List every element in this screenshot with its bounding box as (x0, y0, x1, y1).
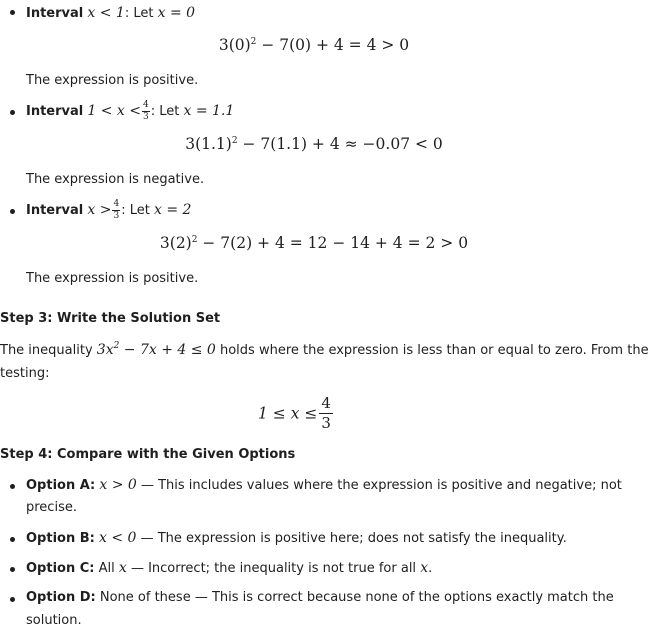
option-text: — Incorrect; the inequality is not true for all (130, 561, 417, 576)
option-a-continued: precise. (26, 500, 77, 515)
interval-3-line: Interval x > $\frac{4}{3}$ : Let x = 2 (26, 199, 192, 221)
step4-heading: Step 4: Compare with the Given Options (0, 447, 296, 462)
bullet-icon (10, 10, 15, 15)
fraction-num: 4 (113, 199, 120, 209)
step3-heading: Step 3: Write the Solution Set (0, 311, 221, 326)
test-value: x = 2 (153, 202, 192, 218)
option-b (26, 528, 567, 549)
paragraph-text: The inequality (0, 343, 93, 358)
equation-part: 3(0) (218, 36, 251, 54)
fraction-den: 3 (321, 414, 331, 432)
option-label: Option C: (26, 561, 95, 576)
fraction-num: 4 (143, 100, 149, 110)
option-d (26, 588, 614, 608)
equation-part: 3(2) (159, 234, 192, 252)
exponent: 2 (191, 235, 198, 245)
paragraph-text: holds where the expression is less than or equal to zero. From the (219, 343, 649, 358)
option-text: — The expression is positive here; does not satisfy the inequality. (140, 531, 567, 546)
test-label: Let (129, 203, 150, 218)
interval-2-conclusion: The expression is negative. (26, 172, 205, 187)
exponent: 2 (113, 341, 120, 351)
equation-part: − 7(0) + 4 = 4 > 0 (256, 36, 410, 54)
equation-part: − 7(2) + 4 = 12 − 14 + 4 = 2 > 0 (197, 234, 469, 252)
interval-range: x > (87, 202, 112, 218)
fraction-num: 4 (321, 394, 331, 412)
interval-1-line: Interval x < 1: Let x = 0 (26, 5, 196, 21)
math-part: 3x (96, 342, 114, 358)
option-a (26, 475, 622, 496)
interval-2-equation (0, 135, 610, 153)
option-d-continued: solution. (26, 613, 82, 628)
interval-1-equation (0, 36, 610, 54)
interval-range: x < 1 (87, 5, 125, 21)
equation-part: 3(1.1) (185, 135, 232, 153)
option-text: — This includes values where the expression is positive and negative; not (140, 478, 622, 493)
fraction (142, 101, 150, 122)
interval-1-conclusion: The expression is positive. (26, 73, 199, 88)
equation-part: − 7(1.1) + 4 ≈ −0.07 < 0 (237, 135, 443, 153)
interval-label: Interval (26, 104, 84, 119)
bullet-icon (10, 110, 15, 115)
fraction-den: 3 (113, 211, 120, 221)
interval-range: 1 < x < (87, 103, 142, 119)
option-math: x < 0 (99, 530, 137, 546)
solution-inequality: 1 ≤ x ≤ (258, 404, 318, 423)
option-label: Option D: (26, 590, 96, 605)
exponent: 2 (231, 136, 238, 146)
exponent: 2 (250, 37, 257, 47)
bullet-icon (10, 484, 15, 489)
bullet-icon (10, 567, 15, 572)
inequality-math (97, 342, 216, 358)
test-label: Let (159, 104, 180, 119)
interval-label: Interval (26, 6, 84, 21)
fraction-den: 3 (143, 112, 149, 122)
option-label: Option B: (26, 531, 95, 546)
interval-label: Interval (26, 203, 84, 218)
math-part: − 7x + 4 ≤ 0 (119, 342, 216, 358)
interval-3-equation (0, 234, 610, 252)
fraction (319, 396, 333, 431)
step3-paragraph-line2: testing: (0, 366, 50, 381)
option-text: . (428, 561, 433, 576)
fraction (112, 200, 120, 221)
option-math: x > 0 (99, 477, 137, 493)
option-text: None of these — This is correct because none of the options exactly match the (99, 590, 614, 605)
bullet-icon (10, 209, 15, 214)
option-text: All (98, 561, 115, 576)
test-value: x = 0 (157, 5, 196, 21)
option-math: x (420, 560, 429, 576)
interval-3-conclusion: The expression is positive. (26, 271, 199, 286)
interval-2-line: Interval 1 < x < $\frac{4}{3}$ : Let x = 1.1 (26, 100, 235, 122)
option-c (26, 558, 432, 579)
bullet-icon (10, 597, 15, 602)
bullet-icon (10, 537, 15, 542)
step3-paragraph-line1 (0, 340, 649, 361)
solution-set (258, 396, 335, 431)
test-value: x = 1.1 (183, 103, 235, 119)
option-math: x (118, 560, 127, 576)
test-label: Let (133, 6, 154, 21)
option-label: Option A: (26, 478, 96, 493)
